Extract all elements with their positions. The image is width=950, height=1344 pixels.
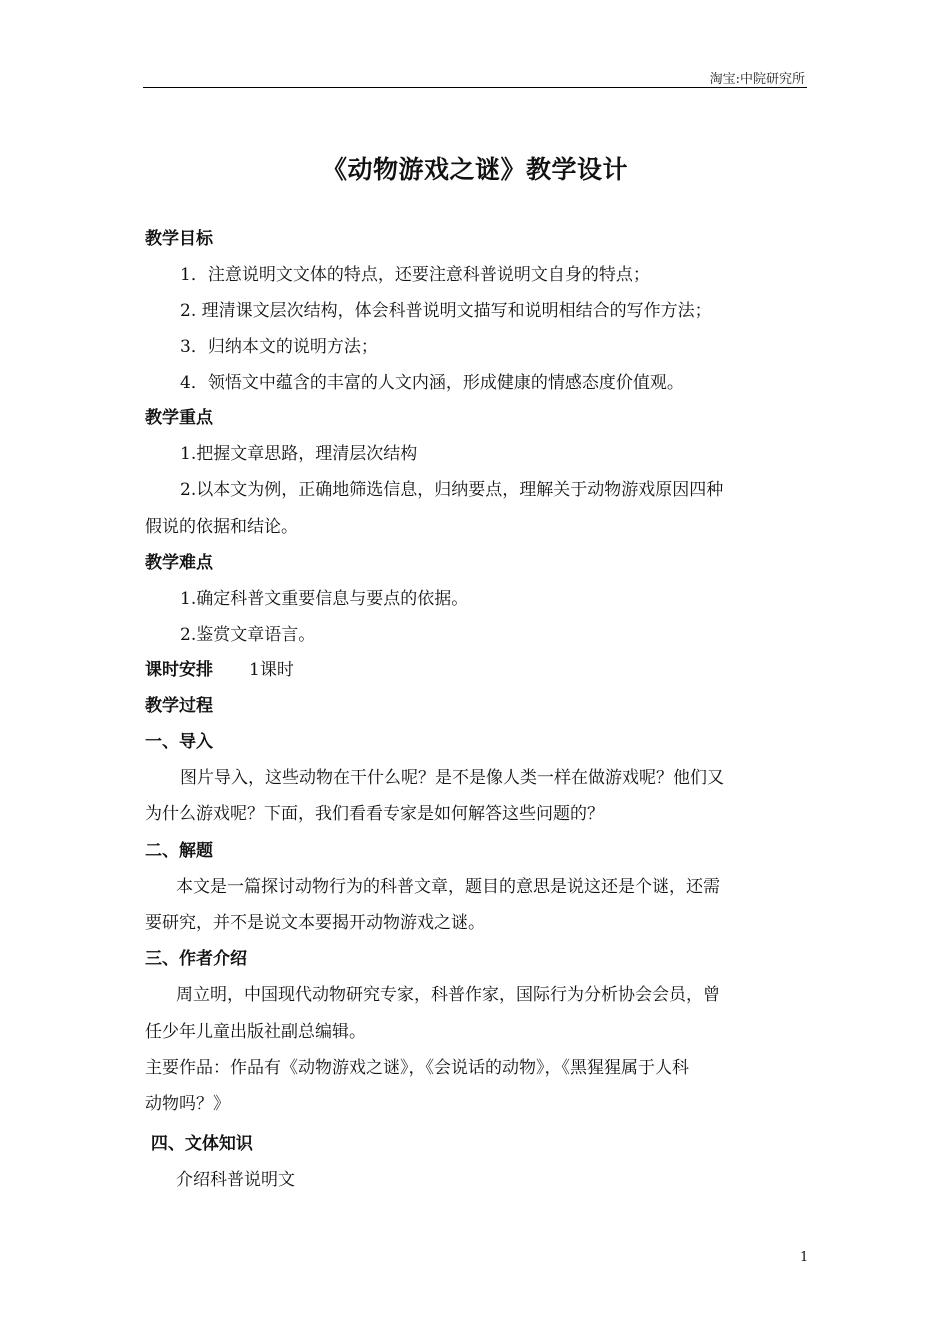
section-intro-heading: 一、导入 [145, 732, 213, 752]
key-point-item-1: 1.把握文章思路，理清层次结构 [180, 444, 418, 464]
section-author-line1: 周立明，中国现代动物研究专家，科普作家，国际行为分析协会会员，曾 [176, 985, 720, 1005]
header-rule [143, 87, 807, 88]
goal-item-1: 1．注意说明文文体的特点，还要注意科普说明文自身的特点； [180, 265, 650, 285]
section-author-works-line2: 动物吗？》 [145, 1094, 230, 1114]
section-genre-heading: 四、文体知识 [145, 1134, 253, 1154]
section-title-heading: 二、解题 [145, 841, 213, 861]
schedule-heading: 课时安排 [145, 660, 213, 680]
section-title-line2: 要研究，并不是说文本要揭开动物游戏之谜。 [145, 913, 485, 933]
difficulty-item-1: 1.确定科普文重要信息与要点的依据。 [180, 589, 469, 609]
header-text: 淘宝:中院研究所 [709, 72, 805, 87]
goal-item-3: 3．归纳本文的说明方法； [180, 337, 378, 357]
section-author-line2: 任少年儿童出版社副总编辑。 [145, 1022, 366, 1042]
section-intro-line2: 为什么游戏呢？下面，我们看看专家是如何解答这些问题的？ [145, 804, 604, 824]
section-intro-line1: 图片导入，这些动物在干什么呢？是不是像人类一样在做游戏呢？他们又 [180, 768, 724, 788]
goal-item-2: 2. 理清课文层次结构，体会科普说明文描写和说明相结合的写作方法； [180, 301, 712, 321]
key-point-item-2-line2: 假说的依据和结论。 [145, 517, 298, 537]
goals-heading: 教学目标 [145, 229, 213, 249]
key-points-heading: 教学重点 [145, 408, 213, 428]
key-point-item-2-line1: 2.以本文为例，正确地筛选信息，归纳要点，理解关于动物游戏原因四种 [180, 480, 724, 500]
section-title-line1: 本文是一篇探讨动物行为的科普文章，题目的意思是说这还是个谜，还需 [176, 877, 720, 897]
process-heading: 教学过程 [145, 696, 213, 716]
goal-item-4: 4．领悟文中蕴含的丰富的人文内涵，形成健康的情感态度价值观。 [180, 373, 684, 393]
difficulties-heading: 教学难点 [145, 553, 213, 573]
difficulty-item-2: 2.鉴赏文章语言。 [180, 625, 316, 645]
page-number: 1 [800, 1250, 809, 1265]
section-author-works-line1: 主要作品：作品有《动物游戏之谜》，《会说话的动物》，《黑猩猩属于人科 [145, 1058, 689, 1078]
schedule-row [145, 658, 810, 682]
section-author-heading: 三、作者介绍 [145, 949, 247, 969]
schedule-value: 1课时 [249, 660, 294, 680]
page-title: 《动物游戏之谜》教学设计 [321, 155, 628, 184]
section-genre-line1: 介绍科普说明文 [176, 1170, 295, 1190]
